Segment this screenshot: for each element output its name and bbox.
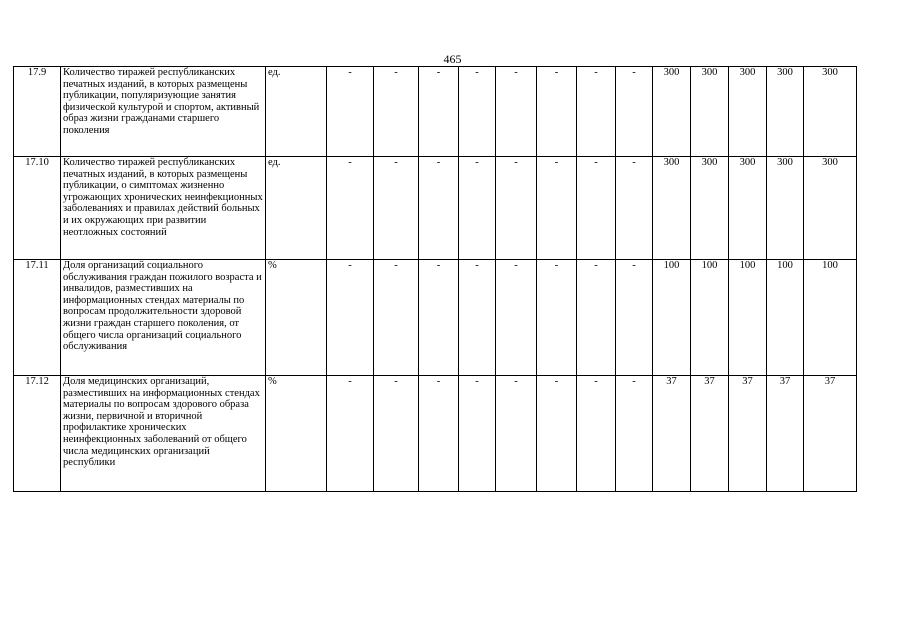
value-cell: - [537, 67, 577, 157]
value-cell: - [537, 376, 577, 492]
table-row [14, 376, 857, 492]
value-cell: - [577, 67, 616, 157]
value-cell: - [419, 157, 459, 260]
value-cell: 37 [804, 376, 857, 492]
value-cell: - [577, 376, 616, 492]
value-cell: 300 [653, 157, 691, 260]
value-cell: 300 [691, 157, 729, 260]
value-cell: - [327, 67, 374, 157]
value-cell: - [459, 67, 496, 157]
value-cell: - [459, 157, 496, 260]
value-cell: - [496, 157, 537, 260]
value-cell: - [577, 157, 616, 260]
value-cell: 300 [729, 157, 767, 260]
value-cell: 300 [767, 67, 804, 157]
value-cell: - [374, 376, 419, 492]
value-cell: - [374, 157, 419, 260]
value-cell: - [577, 260, 616, 376]
value-cell: - [327, 157, 374, 260]
value-cell: 100 [804, 260, 857, 376]
table-row [14, 157, 857, 260]
row-unit: ед. [266, 157, 327, 260]
value-cell: 300 [691, 67, 729, 157]
value-cell: - [419, 376, 459, 492]
value-cell: - [496, 260, 537, 376]
value-cell: - [419, 67, 459, 157]
value-cell: 300 [767, 157, 804, 260]
value-cell: - [616, 157, 653, 260]
value-cell: - [374, 67, 419, 157]
row-unit: ед. [266, 67, 327, 157]
row-unit: % [266, 376, 327, 492]
page-number: 465 [443, 52, 462, 66]
value-cell: - [327, 260, 374, 376]
row-description: Доля медицинских организаций, разместивших на информационных стендах материалы по вопросам здорового образа жизни, первичной и вторичной профилактике хронических неинфекционных заболеваний от общего числа медицинских организаций республики [61, 376, 266, 492]
value-cell: 300 [653, 67, 691, 157]
value-cell: - [459, 260, 496, 376]
row-description: Доля организаций социального обслуживания граждан пожилого возраста и инвалидов, разместивших на информационных стендах материалы по вопросам продолжительности здоровой жизни граждан старшего поколения, от общего числа организаций социального обслуживания [61, 260, 266, 376]
value-cell: 100 [691, 260, 729, 376]
value-cell: - [496, 67, 537, 157]
row-code: 17.11 [14, 260, 61, 376]
value-cell: - [616, 67, 653, 157]
value-cell: 300 [804, 67, 857, 157]
value-cell: 100 [653, 260, 691, 376]
table-row [14, 260, 857, 376]
value-cell: 37 [767, 376, 804, 492]
value-cell: - [616, 260, 653, 376]
value-cell: 100 [767, 260, 804, 376]
row-unit: % [266, 260, 327, 376]
value-cell: - [616, 376, 653, 492]
value-cell: 100 [729, 260, 767, 376]
value-cell: 37 [653, 376, 691, 492]
table-row [14, 67, 857, 157]
value-cell: - [537, 157, 577, 260]
row-description: Количество тиражей республиканских печатных изданий, в которых размещены публикации, о симптомах жизненно угрожающих хронических неинфекционных заболеваниях и правилах действий больных и их окружающих при развитии неотложных состояний [61, 157, 266, 260]
value-cell: - [374, 260, 419, 376]
value-cell: - [496, 376, 537, 492]
value-cell: 37 [691, 376, 729, 492]
row-code: 17.10 [14, 157, 61, 260]
value-cell: - [419, 260, 459, 376]
value-cell: - [327, 376, 374, 492]
value-cell: - [537, 260, 577, 376]
row-code: 17.9 [14, 67, 61, 157]
value-cell: 300 [729, 67, 767, 157]
row-code: 17.12 [14, 376, 61, 492]
indicators-table [13, 66, 857, 492]
value-cell: 300 [804, 157, 857, 260]
row-description: Количество тиражей республиканских печатных изданий, в которых размещены публикации, популяризующие занятия физической культурой и спортом, активный образ жизни гражданами старшего поколения [61, 67, 266, 157]
value-cell: - [459, 376, 496, 492]
value-cell: 37 [729, 376, 767, 492]
